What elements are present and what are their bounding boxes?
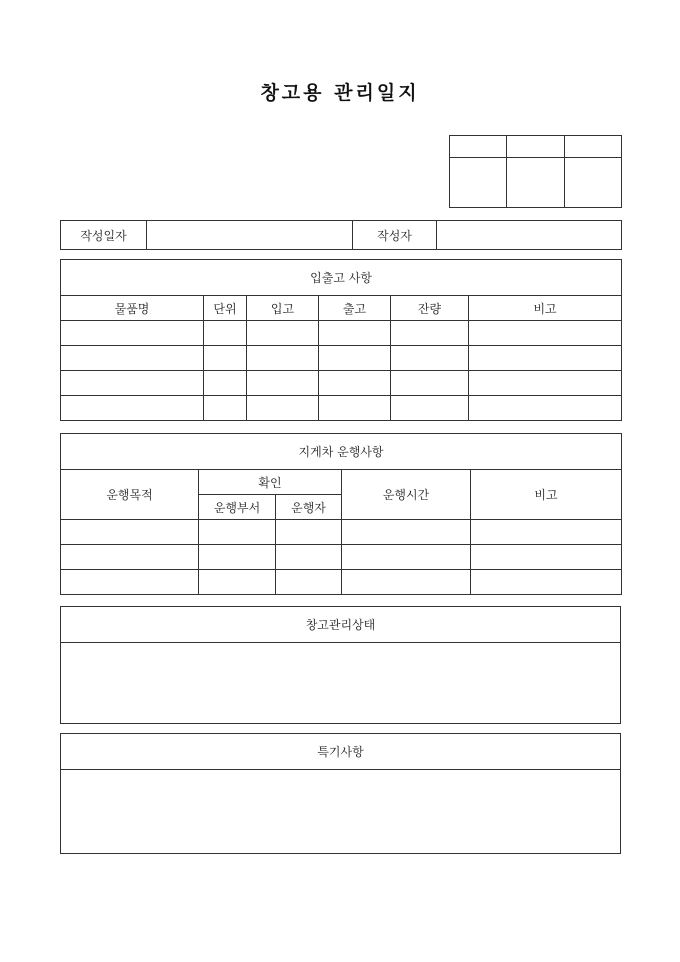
status-title: 창고관리상태 (61, 607, 621, 643)
table-cell[interactable] (319, 346, 391, 371)
remarks-text-area[interactable] (61, 770, 621, 854)
approval-sign-cell[interactable] (507, 158, 565, 208)
approval-box (449, 135, 622, 208)
table-cell[interactable] (391, 396, 469, 421)
table-cell[interactable] (276, 570, 342, 595)
table-cell[interactable] (469, 346, 622, 371)
table-cell[interactable] (61, 570, 199, 595)
column-header-unit: 단위 (204, 296, 247, 321)
table-cell[interactable] (469, 396, 622, 421)
table-cell[interactable] (276, 520, 342, 545)
table-cell[interactable] (199, 570, 276, 595)
table-row (61, 570, 622, 595)
column-header-out: 출고 (319, 296, 391, 321)
approval-header-cell[interactable] (565, 136, 622, 158)
remarks-title: 특기사항 (61, 734, 621, 770)
table-cell[interactable] (61, 520, 199, 545)
approval-sign-cell[interactable] (450, 158, 507, 208)
table-row (61, 371, 622, 396)
table-cell[interactable] (471, 570, 622, 595)
table-cell[interactable] (204, 321, 247, 346)
date-label: 작성일자 (61, 221, 147, 250)
table-cell[interactable] (342, 520, 471, 545)
column-header-dept: 운행부서 (199, 495, 276, 520)
table-cell[interactable] (61, 396, 204, 421)
remarks-body-row (61, 770, 621, 854)
column-header-item-name: 물품명 (61, 296, 204, 321)
column-header-purpose: 운행목적 (61, 470, 199, 520)
table-cell[interactable] (471, 520, 622, 545)
inout-title-row (61, 260, 622, 296)
table-cell[interactable] (61, 321, 204, 346)
table-cell[interactable] (391, 321, 469, 346)
approval-header-cell[interactable] (450, 136, 507, 158)
status-table (60, 606, 621, 724)
table-cell[interactable] (247, 321, 319, 346)
info-row (61, 221, 622, 250)
inout-table (60, 259, 622, 421)
info-table (60, 220, 622, 250)
table-cell[interactable] (247, 346, 319, 371)
table-row (61, 396, 622, 421)
date-field[interactable] (147, 221, 353, 250)
column-header-note: 비고 (469, 296, 622, 321)
table-cell[interactable] (391, 346, 469, 371)
table-cell[interactable] (342, 570, 471, 595)
table-cell[interactable] (469, 321, 622, 346)
table-cell[interactable] (61, 545, 199, 570)
approval-header-row (450, 136, 622, 158)
table-cell[interactable] (276, 545, 342, 570)
column-header-time: 운행시간 (342, 470, 471, 520)
table-cell[interactable] (204, 346, 247, 371)
table-cell[interactable] (204, 371, 247, 396)
approval-sign-row (450, 158, 622, 208)
table-row (61, 520, 622, 545)
inout-header-row (61, 296, 622, 321)
table-cell[interactable] (471, 545, 622, 570)
table-row (61, 321, 622, 346)
column-header-driver: 운행자 (276, 495, 342, 520)
table-cell[interactable] (199, 520, 276, 545)
author-label: 작성자 (353, 221, 437, 250)
document-title: 창고용 관리일지 (260, 82, 420, 104)
column-header-confirm: 확인 (199, 470, 342, 495)
forklift-header-row (61, 470, 622, 495)
forklift-title-row (61, 434, 622, 470)
column-header-remaining: 잔량 (391, 296, 469, 321)
status-title-row (61, 607, 621, 643)
approval-sign-cell[interactable] (565, 158, 622, 208)
status-body-row (61, 643, 621, 724)
table-cell[interactable] (342, 545, 471, 570)
table-cell[interactable] (319, 321, 391, 346)
column-header-in: 입고 (247, 296, 319, 321)
remarks-table (60, 733, 621, 854)
status-text-area[interactable] (61, 643, 621, 724)
table-row (61, 545, 622, 570)
forklift-title: 지게차 운행사항 (61, 434, 622, 470)
table-cell[interactable] (199, 545, 276, 570)
table-cell[interactable] (61, 371, 204, 396)
table-cell[interactable] (391, 371, 469, 396)
column-header-note: 비고 (471, 470, 622, 520)
author-field[interactable] (437, 221, 622, 250)
table-cell[interactable] (319, 396, 391, 421)
approval-header-cell[interactable] (507, 136, 565, 158)
table-row (61, 346, 622, 371)
table-cell[interactable] (204, 396, 247, 421)
remarks-title-row (61, 734, 621, 770)
forklift-table (60, 433, 622, 595)
table-cell[interactable] (61, 346, 204, 371)
table-cell[interactable] (247, 396, 319, 421)
table-cell[interactable] (319, 371, 391, 396)
table-cell[interactable] (247, 371, 319, 396)
inout-title: 입출고 사항 (61, 260, 622, 296)
table-cell[interactable] (469, 371, 622, 396)
